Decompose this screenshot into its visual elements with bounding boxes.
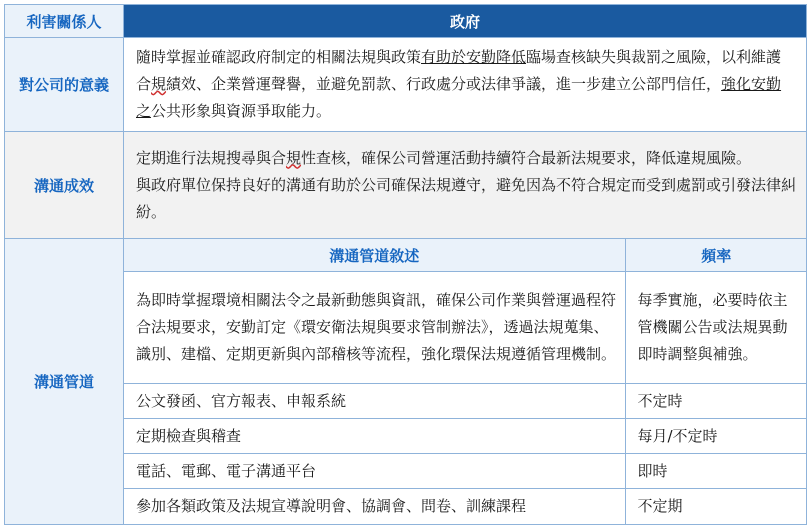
stakeholder-table <box>4 4 807 525</box>
significance-text-part: 隨時掌握並確認政府制定的相關法規與政策 <box>136 48 422 66</box>
channels-header-row <box>124 239 807 272</box>
channel-description-header: 溝通管道敘述 <box>124 239 625 272</box>
table-row <box>124 454 807 489</box>
channel-description: 定期檢查與稽查 <box>124 419 625 454</box>
channel-description: 公文發函、官方報表、申報系統 <box>124 384 625 419</box>
significance-underlined-text: 強化安勤之 <box>136 75 782 120</box>
significance-underlined-text: 有助於安勤降低 <box>421 48 527 66</box>
table-row <box>124 419 807 454</box>
significance-text-part: 公共形象與資源爭取能力。 <box>151 102 332 120</box>
channel-description: 參加各類政策及法規宣導說明會、協調會、問卷、訓練課程 <box>124 489 625 524</box>
government-header: 政府 <box>124 5 807 38</box>
results-text-part: 定期進行法規搜尋與合 <box>136 148 287 167</box>
channel-description: 為即時掌握環境相關法令之最新動態與資訊，確保公司作業與營運過程符合法規要求，安勤訂定《環安衛法規與要求管制辦法》，透過法規蒐集、識別、建檔、定期更新與內部稽核等流程，強化環保法規遵循管理機制。 <box>124 272 625 384</box>
channel-frequency: 每月/不定時 <box>625 419 807 454</box>
results-label: 溝通成效 <box>5 132 124 239</box>
header-row <box>5 5 807 38</box>
significance-row <box>5 38 807 132</box>
significance-text <box>124 38 807 132</box>
significance-text-part: 臨場查核缺失與裁罰之風險，以利維護合 <box>136 48 782 93</box>
results-line-2: 與政府單位保持良好的溝通有助於公司確保法規遵守，避免因為不符合規定而受到處罰或引發法律糾紛。 <box>136 175 797 221</box>
channels-cell <box>124 239 807 525</box>
stakeholder-header: 利害關係人 <box>5 5 124 38</box>
channel-frequency: 每季實施，必要時依主管機關公告或法規異動即時調整與補強。 <box>625 272 807 384</box>
results-row <box>5 132 807 239</box>
channels-row <box>5 239 807 525</box>
spellcheck-mark: 規 <box>151 75 167 93</box>
channels-label: 溝通管道 <box>5 239 124 525</box>
stakeholder-table-wrapper <box>4 4 806 525</box>
results-text <box>124 132 807 239</box>
significance-label: 對公司的意義 <box>5 38 124 132</box>
channels-table <box>124 239 807 524</box>
results-text-part: 性查核，確保公司營運活動持續符合最新法規要求，降低違規風險。 <box>301 148 752 167</box>
channel-description: 電話、電郵、電子溝通平台 <box>124 454 625 489</box>
table-row <box>124 384 807 419</box>
significance-text-part: 績效、企業營運聲譽，並避免罰款、行政處分或法律爭議，進一步建立公部門信任， <box>166 75 722 93</box>
results-line-1 <box>136 145 796 172</box>
table-row <box>124 489 807 524</box>
frequency-header: 頻率 <box>625 239 807 272</box>
channel-frequency: 即時 <box>625 454 807 489</box>
channel-frequency: 不定時 <box>625 384 807 419</box>
table-row <box>124 272 807 384</box>
spellcheck-mark: 規 <box>286 148 302 167</box>
channel-frequency: 不定期 <box>625 489 807 524</box>
